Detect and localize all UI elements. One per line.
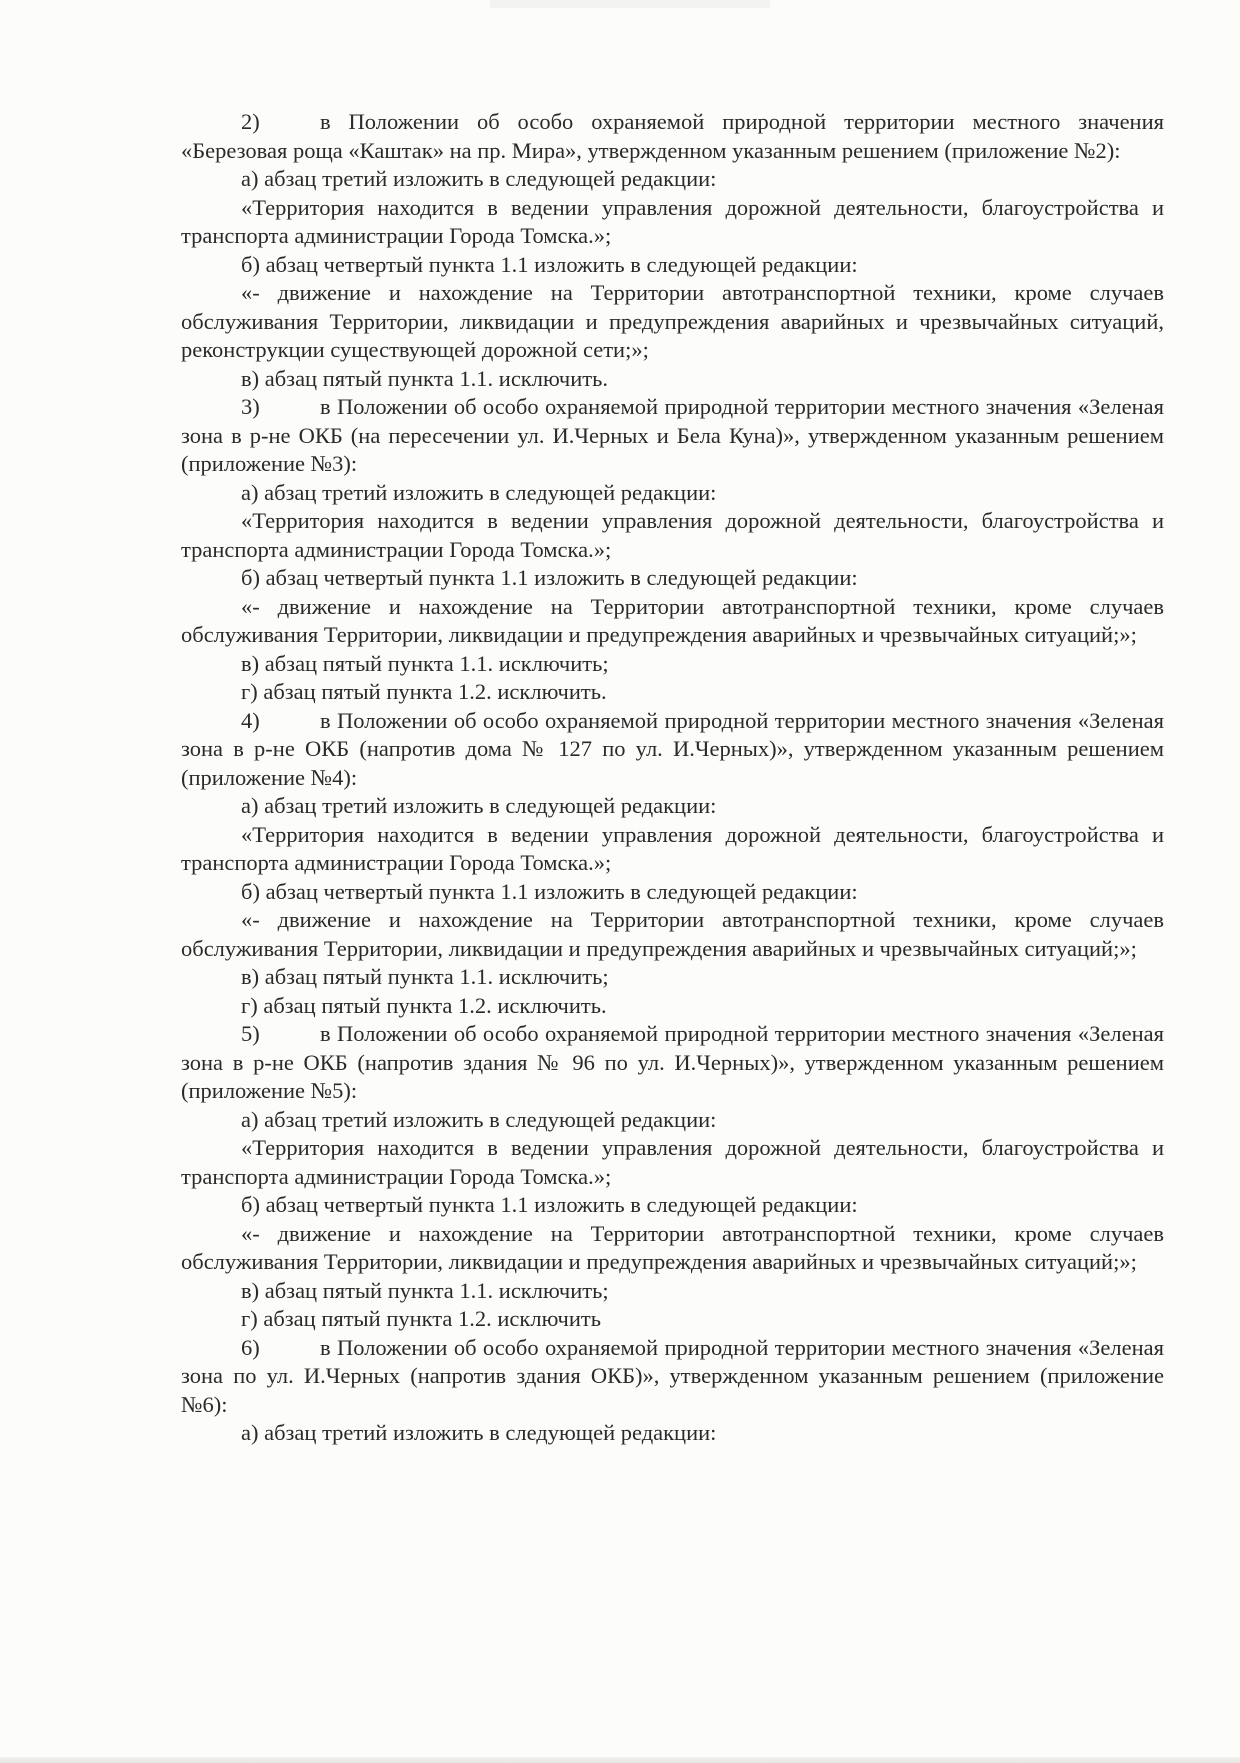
paragraph: г) абзац пятый пункта 1.2. исключить — [241, 1306, 601, 1331]
paragraph: г) абзац пятый пункта 1.2. исключить. — [241, 679, 607, 704]
paragraph: а) абзац третий изложить в следующей редакции: — [241, 793, 717, 818]
paragraph: в) абзац пятый пункта 1.1. исключить. — [241, 365, 608, 391]
numbered-item-3 — [181, 393, 1164, 479]
numbered-item-2 — [181, 108, 1164, 165]
numbered-item-4 — [181, 707, 1164, 793]
paragraph: б) абзац четвертый пункта 1.1 изложить в следующей редакции: — [241, 878, 858, 904]
paragraph: в) абзац пятый пункта 1.1. исключить; — [241, 650, 609, 676]
paragraph: в) абзац пятый пункта 1.1. исключить; — [241, 1277, 609, 1303]
paragraph: «Территория находится в ведении управления дорожной деятельности, благоустройства и транспорта администрации Города Томска.»; — [181, 1135, 1164, 1189]
scan-artifact — [490, 0, 770, 8]
scan-bottom-edge — [0, 1757, 1240, 1763]
paragraph: а) абзац третий изложить в следующей редакции: — [241, 479, 717, 505]
item-text: в Положении об особо охраняемой природной территории местного значения «Зеленая зона в р-не ОКБ (на пересечении ул. И.Черных и Бела Куна)», утвержденном указанным решением (приложение №3): — [181, 394, 1164, 476]
numbered-item-5 — [181, 1020, 1164, 1106]
paragraph: «- движение и нахождение на Территории автотранспортной техники, кроме случаев обслуживания Территории, ликвидации и предупреждения аварийных и чрезвычайных ситуаций;»; — [181, 1220, 1164, 1274]
paragraph: в) абзац пятый пункта 1.1. исключить; — [241, 964, 609, 989]
paragraph: а) абзац третий изложить в следующей редакции: — [241, 1420, 717, 1445]
item-number: 4) — [241, 707, 260, 733]
paragraph: б) абзац четвертый пункта 1.1 изложить в следующей редакции: — [241, 565, 858, 590]
paragraph: «Территория находится в ведении управления дорожной деятельности, благоустройства и транспорта администрации Города Томска.»; — [181, 194, 1164, 248]
paragraph: а) абзац третий изложить в следующей редакции: — [241, 1106, 717, 1132]
numbered-item-6 — [181, 1334, 1164, 1420]
item-text: в Положении об особо охраняемой природной территории местного значения «Зеленая зона в р-не ОКБ (напротив дома № 127 по ул. И.Черных)», утвержденном указанным решением (приложение №4): — [181, 707, 1164, 790]
paragraph: «- движение и нахождение на Территории автотранспортной техники, кроме случаев обслуживания Территории, ликвидации и предупреждения аварийных и чрезвычайных ситуаций;»; — [181, 593, 1164, 647]
paragraph: «- движение и нахождение на Территории автотранспортной техники, кроме случаев обслуживания Территории, ликвидации и предупреждения аварийных и чрезвычайных ситуаций;»; — [181, 907, 1164, 961]
paragraph: а) абзац третий изложить в следующей редакции: — [241, 166, 717, 191]
paragraph: «Территория находится в ведении управления дорожной деятельности, благоустройства и транспорта администрации Города Томска.»; — [181, 821, 1164, 875]
paragraph: б) абзац четвертый пункта 1.1 изложить в следующей редакции: — [241, 251, 858, 277]
item-number: 6) — [241, 1334, 260, 1360]
paragraph: «Территория находится в ведении управления дорожной деятельности, благоустройства и транспорта администрации Города Томска.»; — [181, 508, 1164, 562]
item-text: в Положении об особо охраняемой природной территории местного значения «Березовая роща «Каштак» на пр. Мира», утвержденном указанным решением (приложение №2): — [181, 109, 1164, 163]
paragraph: «- движение и нахождение на Территории автотранспортной техники, кроме случаев обслуживания Территории, ликвидации и предупреждения аварийных и чрезвычайных ситуаций, реконструкции существующей дорожной сети;»; — [181, 280, 1164, 362]
item-text: в Положении об особо охраняемой природной территории местного значения «Зеленая зона по ул. И.Черных (напротив здания ОКБ)», утвержденном указанным решением (приложение №6): — [181, 1334, 1164, 1417]
paragraph: б) абзац четвертый пункта 1.1 изложить в следующей редакции: — [241, 1192, 858, 1217]
paragraph: г) абзац пятый пункта 1.2. исключить. — [241, 992, 607, 1018]
item-number: 3) — [241, 394, 260, 419]
document-body — [181, 108, 1164, 1448]
item-number: 5) — [241, 1021, 260, 1046]
item-text: в Положении об особо охраняемой природной территории местного значения «Зеленая зона в р-не ОКБ (напротив здания № 96 по ул. И.Черных)», утвержденном указанным решением (приложение №5): — [181, 1021, 1164, 1103]
item-number: 2) — [241, 109, 260, 134]
